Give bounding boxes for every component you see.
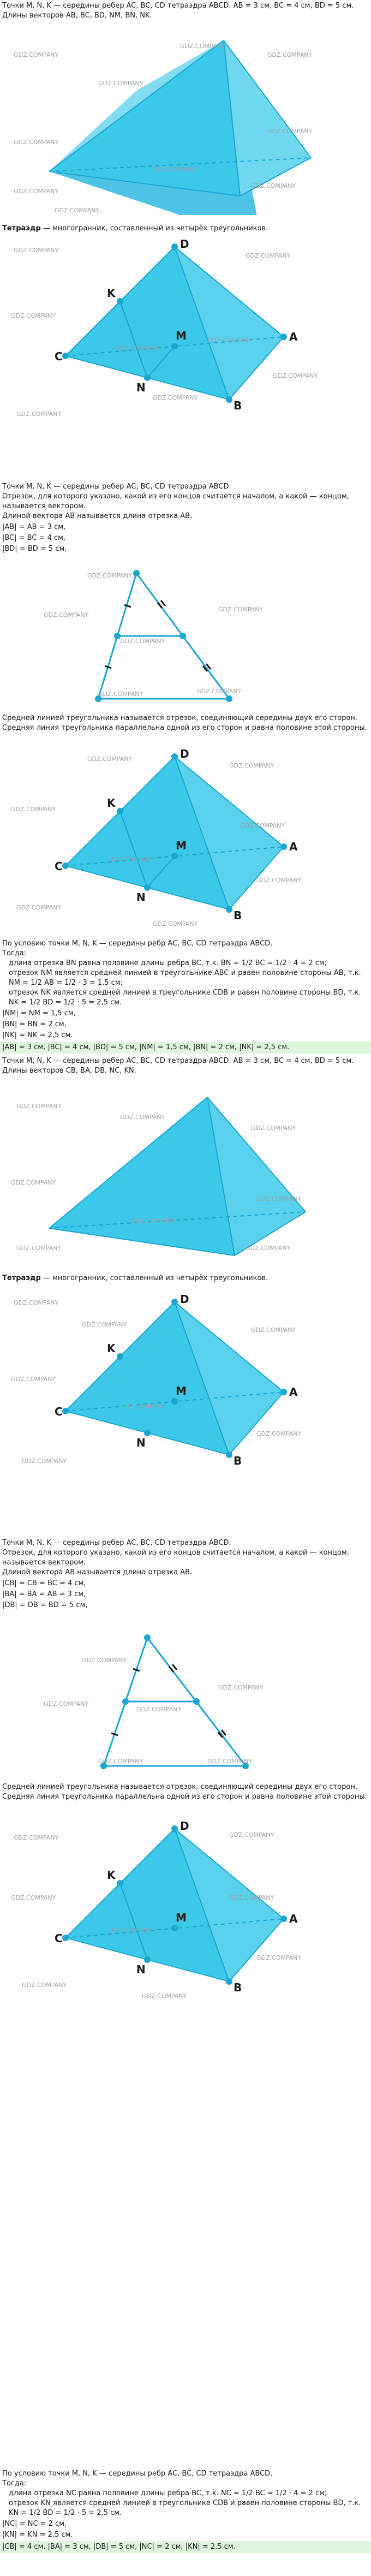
tetrahedron-figure-2 [0, 1086, 371, 1266]
svg-text:GDZ.COMPANY: GDZ.COMPANY [246, 1245, 291, 1252]
vector-length-definition: Длиной вектора AB называется длина отрезка AB. [2, 512, 193, 520]
svg-text:A: A [289, 840, 298, 853]
svg-text:GDZ.COMPANY: GDZ.COMPANY [120, 1114, 165, 1121]
svg-text:GDZ.COMPANY: GDZ.COMPANY [14, 139, 59, 146]
svg-text:GDZ.COMPANY: GDZ.COMPANY [11, 806, 56, 813]
definition: — многогранник, составленный из четырёх треугольников. [43, 224, 268, 233]
equation: |BA| = BA = AB = 3 см, [2, 1590, 86, 1598]
svg-text:GDZ.COMPANY: GDZ.COMPANY [153, 166, 198, 173]
svg-text:K: K [107, 1869, 116, 1882]
svg-text:GDZ.COMPANY: GDZ.COMPANY [14, 1299, 59, 1306]
term: Тетраэдр [2, 1274, 41, 1282]
solution-1 [0, 939, 371, 1054]
svg-text:N: N [136, 1963, 146, 1976]
svg-text:GDZ.COMPANY: GDZ.COMPANY [251, 1125, 296, 1132]
svg-text:GDZ.COMPANY: GDZ.COMPANY [22, 1982, 67, 1989]
svg-text:GDZ.COMPANY: GDZ.COMPANY [218, 1684, 264, 1691]
solution-step: отрезок KN является средней линией в треугольнике CDB и равен половине стороны BD, т.к. KN = 1/2 BD = 1/2 · 5 = 2,5 см. [9, 2499, 361, 2517]
svg-text:GDZ.COMPANY: GDZ.COMPANY [256, 1954, 302, 1961]
svg-text:K: K [107, 796, 116, 810]
svg-text:GDZ.COMPANY: GDZ.COMPANY [256, 1430, 302, 1437]
equation: |KN| = KN = 2,5 см. [2, 2531, 73, 2539]
svg-text:GDZ.COMPANY: GDZ.COMPANY [87, 572, 133, 579]
definition: — многогранник, составленный из четырёх треугольников. [43, 1274, 268, 1282]
svg-text:GDZ.COMPANY: GDZ.COMPANY [14, 188, 59, 195]
problem-line: Точки M, N, K — середины ребер AC, BC, CD тетраэдра ABCD. AB = 3 см, BC = 4 см, BD = 5 см. [2, 2, 354, 10]
svg-text:GDZ.COMPANY: GDZ.COMPANY [16, 411, 62, 418]
equation: |NM| = NM = 1,5 см, [2, 1009, 76, 1018]
problem-question: Длины векторов AB, BC, BD, NM, BN, NK. [2, 11, 152, 20]
svg-text:GDZ.COMPANY: GDZ.COMPANY [98, 691, 143, 698]
then: Тогда: [2, 2479, 27, 2488]
tetrahedron-figure-1 [0, 24, 371, 215]
svg-text:A: A [289, 1385, 298, 1399]
svg-text:GDZ.COMPANY: GDZ.COMPANY [44, 611, 89, 618]
svg-text:GDZ.COMPANY: GDZ.COMPANY [98, 1758, 143, 1765]
svg-text:M: M [176, 1911, 187, 1924]
definition-tetrahedron-2 [0, 1274, 371, 1283]
equation: |AB| = AB = 3 см, [2, 523, 66, 531]
solution-2 [0, 2469, 371, 2553]
svg-text:D: D [180, 237, 189, 251]
term: Тетраэдр [2, 224, 41, 233]
svg-text:K: K [107, 287, 116, 300]
svg-text:GDZ.COMPANY: GDZ.COMPANY [267, 51, 313, 58]
vector-length-definition: Длиной вектора AB называется длина отрезка AB. [2, 1568, 193, 1576]
svg-text:GDZ.COMPANY: GDZ.COMPANY [142, 1992, 187, 2000]
svg-text:GDZ.COMPANY: GDZ.COMPANY [207, 337, 253, 344]
svg-text:GDZ.COMPANY: GDZ.COMPANY [16, 1245, 62, 1252]
problem-statement-2 [0, 1056, 371, 1076]
svg-text:N: N [136, 381, 146, 394]
equation: |BC| = BC = 4 см, [2, 534, 66, 542]
midline-definition-2 [0, 1782, 371, 1802]
given: Точки M, N, K — середины ребер AC, BC, CD тетраэдра ABCD. [2, 1539, 231, 1547]
triangle-figure-2 [0, 1629, 371, 1777]
svg-text:B: B [234, 909, 242, 922]
svg-text:GDZ.COMPANY: GDZ.COMPANY [196, 688, 242, 695]
triangle-figure-1 [0, 568, 371, 710]
svg-text:C: C [55, 1932, 63, 1945]
svg-text:GDZ.COMPANY: GDZ.COMPANY [82, 1321, 127, 1328]
svg-text:C: C [55, 350, 63, 363]
svg-text:GDZ.COMPANY: GDZ.COMPANY [251, 182, 296, 189]
solution-step: длина отрезка BN равна половине длины ребра BC, т.к. BN = 1/2 BC = 1/2 · 4 = 2 см; [9, 959, 327, 967]
svg-text:GDZ.COMPANY: GDZ.COMPANY [55, 207, 100, 214]
given: По условию точки M, N, K — середины ребр AC, BC, CD тетраэдра ABCD. [2, 2470, 273, 2478]
svg-text:GDZ.COMPANY: GDZ.COMPANY [14, 1834, 59, 1841]
svg-text:GDZ.COMPANY: GDZ.COMPANY [251, 1326, 296, 1334]
svg-text:GDZ.COMPANY: GDZ.COMPANY [153, 920, 198, 927]
svg-text:D: D [180, 1293, 189, 1306]
given: Точки M, N, K — середины ребер AC, BC, CD тетраэдра ABCD. [2, 483, 231, 491]
svg-text:A: A [289, 1912, 298, 1925]
svg-text:M: M [176, 329, 187, 342]
tetrahedron-labeled-figure-3 [0, 1288, 371, 1474]
svg-text:GDZ.COMPANY: GDZ.COMPANY [136, 1706, 182, 1713]
midline-definition-1 [0, 713, 371, 733]
svg-text:K: K [107, 1342, 116, 1355]
svg-text:D: D [180, 747, 189, 760]
svg-text:N: N [136, 1436, 146, 1449]
svg-text:M: M [176, 1384, 187, 1397]
vector-definition-1 [0, 482, 371, 555]
equation: |CB| = CB = BC = 4 см, [2, 1579, 86, 1587]
svg-text:GDZ.COMPANY: GDZ.COMPANY [207, 1758, 253, 1765]
svg-text:GDZ.COMPANY: GDZ.COMPANY [256, 877, 302, 884]
problem-line: Точки M, N, K — середины ребер AC, BC, CD тетраэдра ABCD. AB = 3 см, BC = 4 см, BD = 5 см. [2, 1057, 354, 1065]
svg-text:GDZ.COMPANY: GDZ.COMPANY [11, 1376, 56, 1383]
svg-text:GDZ.COMPANY: GDZ.COMPANY [82, 1657, 127, 1664]
vector-definition: Отрезок, для которого указано, какой из его концов считается началом, а какой — концом, называется вектором. [2, 1549, 349, 1567]
svg-text:GDZ.COMPANY: GDZ.COMPANY [98, 80, 143, 87]
svg-text:GDZ.COMPANY: GDZ.COMPANY [16, 904, 62, 911]
svg-text:GDZ.COMPANY: GDZ.COMPANY [120, 1403, 165, 1410]
svg-text:GDZ.COMPANY: GDZ.COMPANY [240, 822, 285, 829]
svg-text:GDZ.COMPANY: GDZ.COMPANY [11, 312, 56, 319]
svg-text:GDZ.COMPANY: GDZ.COMPANY [115, 345, 160, 352]
midline-text: Средней линией треугольника называется отрезок, соединяющий середины двух его сторон. Средняя линия треугольника параллельна одной из его сторон и равна половине этой стороны. [2, 1783, 367, 1801]
svg-text:GDZ.COMPANY: GDZ.COMPANY [267, 128, 313, 135]
problem-statement-1 [0, 1, 371, 21]
tetrahedron-labeled-figure-1 [0, 236, 371, 424]
svg-text:GDZ.COMPANY: GDZ.COMPANY [16, 1103, 62, 1110]
svg-text:M: M [176, 839, 187, 852]
definition-tetrahedron-1 [0, 224, 371, 234]
problem-question: Длины векторов CB, BA, DB, NC, KN. [2, 1067, 136, 1075]
answer-box: |CB| = 4 см, |BA| = 3 см, |DB| = 5 см, |NC| = 2 см, |KN| = 2,5 см. [0, 2541, 371, 2553]
svg-text:B: B [234, 1454, 242, 1467]
svg-text:GDZ.COMPANY: GDZ.COMPANY [229, 1831, 274, 1839]
svg-text:C: C [55, 860, 63, 873]
svg-text:GDZ.COMPANY: GDZ.COMPANY [256, 1195, 302, 1203]
svg-text:B: B [234, 1981, 242, 1994]
svg-text:GDZ.COMPANY: GDZ.COMPANY [218, 606, 264, 613]
svg-text:GDZ.COMPANY: GDZ.COMPANY [180, 43, 225, 50]
vector-definition: Отрезок, для которого указано, какой из его концов считается началом, а какой — концом, называется вектором. [2, 492, 349, 510]
then: Тогда: [2, 949, 27, 957]
svg-text:GDZ.COMPANY: GDZ.COMPANY [229, 762, 274, 769]
svg-text:N: N [136, 891, 146, 904]
svg-text:GDZ.COMPANY: GDZ.COMPANY [14, 51, 59, 58]
tetrahedron-labeled-figure-2 [0, 746, 371, 931]
svg-text:GDZ.COMPANY: GDZ.COMPANY [246, 252, 291, 259]
svg-text:A: A [289, 330, 298, 343]
equation: |NK| = NK = 2,5 см. [2, 1031, 73, 1039]
equation: |BN| = BN = 2 см, [2, 1020, 67, 1028]
solution-step: отрезок NM является средней линией в треугольнике ABC и равен половине стороны AB, т.к. NM = 1/2 AB = 1/2 · 3 = 1,5 см; [9, 969, 361, 987]
solution-step: длина отрезка NC равна половине длины ребра BC, т.к. NC = 1/2 BC = 1/2 · 4 = 2 см; [9, 2489, 327, 2497]
equation: |DB| = DB = BD = 5 см, [2, 1601, 88, 1609]
svg-text:GDZ.COMPANY: GDZ.COMPANY [22, 1457, 67, 1465]
given: По условию точки M, N, K — середины ребр AC, BC, CD тетраэдра ABCD. [2, 939, 273, 948]
svg-text:D: D [180, 1819, 189, 1833]
answer-box: |AB| = 3 см, |BC| = 4 см, |BD| = 5 см, |NM| = 1,5 см, |BN| = 2 см, |NK| = 2,5 см. [0, 1042, 371, 1054]
svg-text:GDZ.COMPANY: GDZ.COMPANY [273, 372, 318, 379]
svg-text:GDZ.COMPANY: GDZ.COMPANY [11, 1179, 56, 1186]
svg-text:GDZ.COMPANY: GDZ.COMPANY [87, 755, 133, 763]
svg-text:GDZ.COMPANY: GDZ.COMPANY [153, 394, 198, 401]
svg-text:GDZ.COMPANY: GDZ.COMPANY [109, 856, 154, 863]
svg-text:GDZ.COMPANY: GDZ.COMPANY [120, 638, 165, 645]
svg-text:GDZ.COMPANY: GDZ.COMPANY [14, 247, 59, 254]
svg-text:GDZ.COMPANY: GDZ.COMPANY [229, 1894, 274, 1901]
svg-text:GDZ.COMPANY: GDZ.COMPANY [109, 1927, 154, 1934]
midline-text: Средней линией треугольника называется отрезок, соединяющий середины двух его сторон. Средняя линия треугольника параллельна одной из его сторон и равна половине этой стороны. [2, 714, 367, 732]
svg-text:GDZ.COMPANY: GDZ.COMPANY [44, 1700, 89, 1708]
svg-text:B: B [234, 399, 242, 412]
equation: |BD| = BD = 5 см, [2, 545, 67, 553]
equation: |NC| = NC = 2 см, [2, 2520, 67, 2528]
vector-definition-2 [0, 1538, 371, 1611]
svg-text:C: C [55, 1405, 63, 1418]
solution-step: отрезок NK является средней линией в треугольнике CDB и равен половине стороны BD, т.к. NK = 1/2 BD = 1/2 · 5 = 2,5 см. [9, 989, 361, 1007]
svg-text:GDZ.COMPANY: GDZ.COMPANY [131, 1217, 176, 1224]
svg-text:GDZ.COMPANY: GDZ.COMPANY [11, 1894, 56, 1901]
tetrahedron-labeled-figure-4 [0, 1818, 371, 2003]
